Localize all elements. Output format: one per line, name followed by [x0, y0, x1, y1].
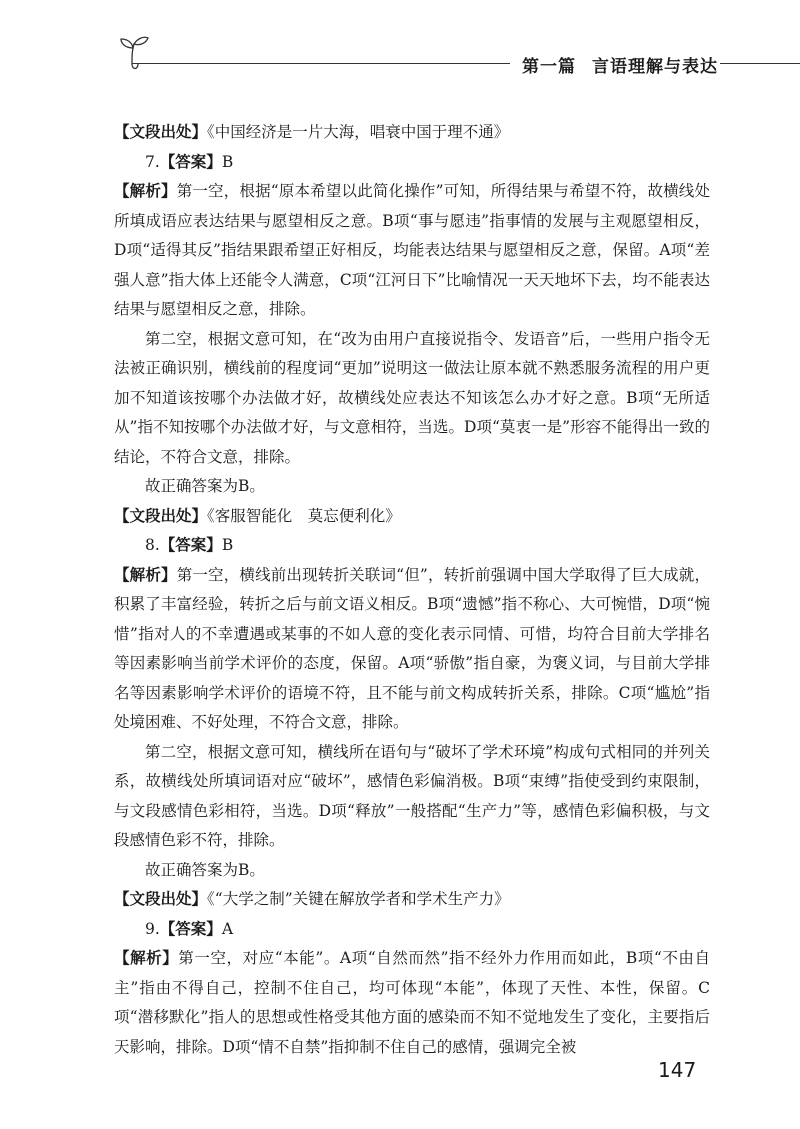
analysis-label: 【解析】 [114, 949, 179, 967]
header-rule-right [720, 63, 800, 64]
answer-label: 【答案】 [159, 536, 222, 554]
answer-value: B [221, 152, 234, 171]
q7-conclusion: 故正确答案为B。 [145, 477, 265, 495]
sprout-icon [112, 30, 156, 74]
q6-source-line [114, 118, 710, 148]
answer-value: A [221, 919, 234, 938]
q8-analysis-p2: 第二空，根据文意可知，横线所在语句与“破坏了学术环境”构成句式相同的并列关系，故横线处所填词语对应“破坏”，感情色彩偏消极。B项“束缚”指使受到约束限制，与文段感情色彩相符，当选。D项“释放”一般搭配“生产力”等，感情色彩偏积极，与文段感情色彩不符，排除。 [114, 742, 710, 849]
page-header [112, 30, 800, 77]
question-number: 7. [145, 152, 160, 171]
source-title: 《“大学之制”关键在解放学者和学术生产力》 [207, 890, 510, 908]
header-rule-left [132, 63, 510, 64]
page-body [114, 118, 710, 1062]
analysis-label: 【解析】 [114, 565, 177, 584]
q9-answer-line [114, 915, 710, 945]
analysis-label: 【解析】 [114, 182, 177, 200]
page-number: 147 [658, 1058, 697, 1082]
analysis-text: 第一空，根据“原本希望以此简化操作”可知，所得结果与希望不符，故横线处所填成语应表达结果与愿望相反之意。B项“事与愿违”指事情的发展与主观愿望相反，D项“适得其反”指结果跟希望正好相反，均能表达结果与愿望相反之意，保留。A项“差强人意”指大体上还能令人满意，C项“江河日下”比喻情况一天天地坏下去，均不能表达结果与愿望相反之意，排除。 [114, 182, 710, 318]
q9-analysis-p1 [114, 944, 710, 1062]
source-label: 【文段出处】 [114, 890, 208, 908]
answer-label: 【答案】 [159, 152, 222, 171]
q7-analysis-p2: 第二空，根据文意可知，在“改为由用户直接说指令、发语音”后，一些用户指令无法被正确识别，横线前的程度词“更加”说明这一做法让原本就不熟悉服务流程的用户更加不知道该按哪个办法做才好，故横线处应表达不知该怎么办才好之意。B项“无所适从”指不知按哪个办法做才好，与文意相符，当选。D项“莫衷一是”形容不能得出一致的结论，不符合文意，排除。 [114, 329, 710, 466]
q8-analysis-p1 [114, 561, 710, 738]
q8-source-line [114, 885, 710, 915]
question-number: 8. [145, 536, 160, 554]
source-label: 【文段出处】 [114, 123, 208, 141]
part-label: 第一篇 [522, 57, 576, 77]
analysis-text: 第一空，横线前出现转折关联词“但”，转折前强调中国大学取得了巨大成就，积累了丰富经验，转折之后与前文语义相反。B项“遗憾”指不称心、大可惋惜，D项“惋惜”指对人的不幸遭遇或某事的不如人意的变化表示同情、可惜，均符合目前大学排名等因素影响当前学术评价的态度，保留。A项“骄傲”指自豪，为褒义词，与目前大学排名等因素影响学术评价的语境不符，且不能与前文构成转折关系，排除。C项“尴尬”指处境困难、不好处理，不符合文意，排除。 [114, 565, 710, 731]
source-title: 《中国经济是一片大海，唱衰中国于理不通》 [207, 123, 510, 141]
answer-label: 【答案】 [159, 919, 222, 938]
answer-value: B [221, 536, 234, 554]
source-label: 【文段出处】 [114, 506, 208, 525]
q7-analysis-p1 [114, 177, 710, 325]
analysis-text: 第一空，对应“本能”。A项“自然而然”指不经外力作用而如此，B项“不由自主”指由不得自己，控制不住自己，均可体现“本能”，体现了天性、本性，保留。C项“潜移默化”指人的思想或性格受其他方面的感染而不知不觉地发生了变化，主要指后天影响，排除。D项“情不自禁”指抑制不住自己的感情，强调完全被 [114, 949, 710, 1056]
header-title [522, 52, 718, 77]
q8-answer-line [114, 531, 710, 561]
q8-conclusion: 故正确答案为B。 [145, 860, 265, 879]
section-title: 言语理解与表达 [592, 57, 718, 77]
source-title: 《客服智能化 莫忘便利化》 [207, 506, 401, 525]
q7-answer-line [114, 148, 710, 178]
q7-source-line [114, 502, 710, 532]
question-number: 9. [145, 919, 160, 938]
